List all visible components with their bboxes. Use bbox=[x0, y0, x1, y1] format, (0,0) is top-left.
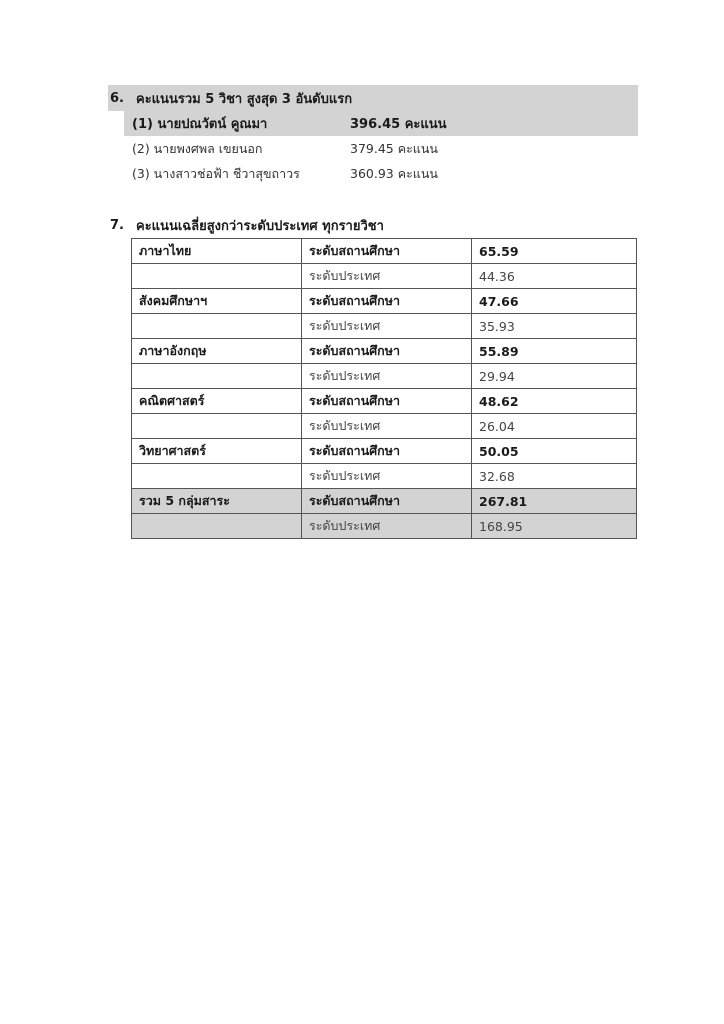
score-cell: 44.36 bbox=[472, 264, 637, 289]
score-cell: 50.05 bbox=[472, 439, 637, 464]
score-cell: 267.81 bbox=[472, 489, 637, 514]
level-cell: ระดับประเทศ bbox=[302, 314, 472, 339]
section-7-number: 7. bbox=[110, 217, 124, 233]
section-7-heading bbox=[108, 213, 384, 237]
table-row bbox=[132, 239, 637, 264]
rank-3-row bbox=[124, 161, 550, 186]
rank-1-score: 396.45 คะแนน bbox=[350, 117, 447, 132]
subject-cell: รวม 5 กลุ่มสาระ bbox=[132, 489, 302, 514]
subject-cell: ภาษาอังกฤษ bbox=[132, 339, 302, 364]
level-cell: ระดับสถานศึกษา bbox=[302, 389, 472, 414]
section-6-number: 6. bbox=[110, 90, 124, 106]
subject-cell bbox=[132, 414, 302, 439]
level-cell: ระดับประเทศ bbox=[302, 514, 472, 539]
level-cell: ระดับสถานศึกษา bbox=[302, 439, 472, 464]
rank-2-score: 379.45 คะแนน bbox=[350, 140, 438, 156]
score-cell: 65.59 bbox=[472, 239, 637, 264]
table-row bbox=[132, 264, 637, 289]
level-cell: ระดับสถานศึกษา bbox=[302, 489, 472, 514]
subject-cell bbox=[132, 264, 302, 289]
level-cell: ระดับประเทศ bbox=[302, 364, 472, 389]
rank-1-name: (1) นายปณวัตน์ คูณมา bbox=[132, 117, 268, 132]
subject-cell: วิทยาศาสตร์ bbox=[132, 439, 302, 464]
level-cell: ระดับสถานศึกษา bbox=[302, 239, 472, 264]
score-comparison-table bbox=[131, 238, 637, 539]
score-cell: 55.89 bbox=[472, 339, 637, 364]
rank-3-score: 360.93 คะแนน bbox=[350, 165, 438, 181]
table-row bbox=[132, 439, 637, 464]
subject-cell: ภาษาไทย bbox=[132, 239, 302, 264]
score-cell: 47.66 bbox=[472, 289, 637, 314]
section-6-title: คะแนนรวม 5 วิชา สูงสุด 3 อันดับแรก bbox=[136, 91, 353, 107]
table-row bbox=[132, 314, 637, 339]
level-cell: ระดับสถานศึกษา bbox=[302, 289, 472, 314]
total-row bbox=[132, 514, 637, 539]
subject-cell bbox=[132, 514, 302, 539]
section-7-title: คะแนนเฉลี่ยสูงกว่าระดับประเทศ ทุกรายวิชา bbox=[136, 218, 384, 234]
table-row bbox=[132, 389, 637, 414]
score-cell: 48.62 bbox=[472, 389, 637, 414]
rank-3-name: (3) นางสาวช่อฟ้า ชีวาสุขถาวร bbox=[132, 165, 300, 181]
subject-cell bbox=[132, 464, 302, 489]
rank-1-row bbox=[124, 111, 638, 136]
subject-cell bbox=[132, 364, 302, 389]
score-cell: 32.68 bbox=[472, 464, 637, 489]
level-cell: ระดับประเทศ bbox=[302, 264, 472, 289]
level-cell: ระดับสถานศึกษา bbox=[302, 339, 472, 364]
score-cell: 29.94 bbox=[472, 364, 637, 389]
table-row bbox=[132, 289, 637, 314]
score-cell: 26.04 bbox=[472, 414, 637, 439]
table-row bbox=[132, 339, 637, 364]
table-row bbox=[132, 464, 637, 489]
level-cell: ระดับประเทศ bbox=[302, 464, 472, 489]
total-row bbox=[132, 489, 637, 514]
level-cell: ระดับประเทศ bbox=[302, 414, 472, 439]
rank-2-row bbox=[124, 136, 550, 161]
subject-cell: สังคมศึกษาฯ bbox=[132, 289, 302, 314]
table-row bbox=[132, 414, 637, 439]
table-row bbox=[132, 364, 637, 389]
section-6-heading bbox=[108, 85, 638, 111]
score-cell: 35.93 bbox=[472, 314, 637, 339]
subject-cell: คณิตศาสตร์ bbox=[132, 389, 302, 414]
subject-cell bbox=[132, 314, 302, 339]
rank-2-name: (2) นายพงศพล เขยนอก bbox=[132, 140, 263, 156]
score-cell: 168.95 bbox=[472, 514, 637, 539]
